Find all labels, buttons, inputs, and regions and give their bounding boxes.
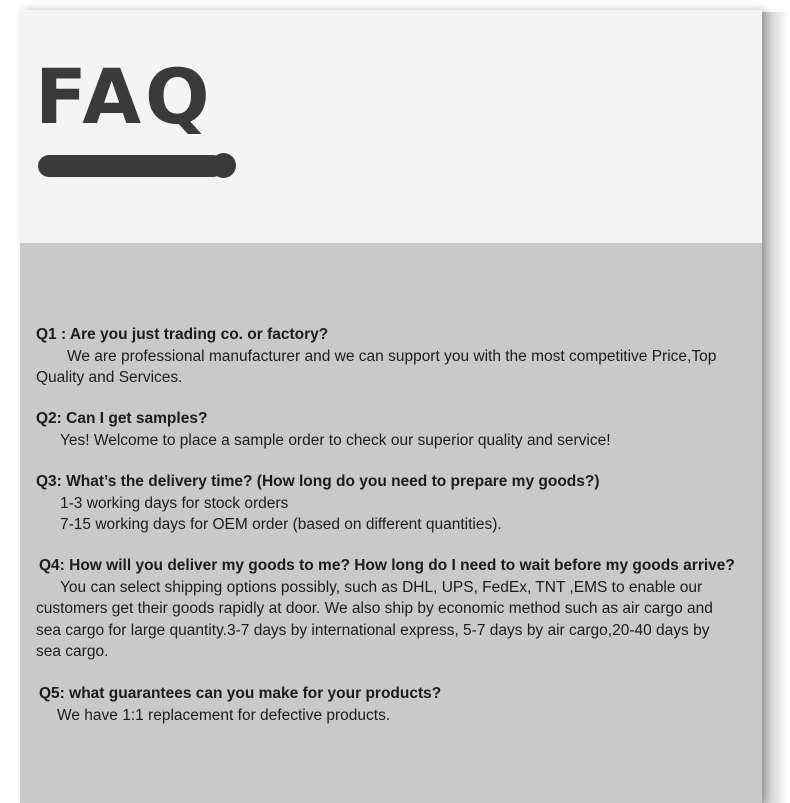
faq-item-2 [36, 408, 611, 451]
faq-answer-line: Yes! Welcome to place a sample order to check our superior quality and service! [60, 431, 611, 449]
faq-answer-line: sea cargo for large quantity.3-7 days by international express, 5-7 days by air cargo,20-40 days by [36, 621, 710, 639]
faq-card [20, 10, 762, 803]
faq-answer-line: 7-15 working days for OEM order (based on different quantities). [60, 516, 502, 533]
faq-question: Q2: Can I get samples? [36, 410, 208, 427]
title-underline-dot [211, 153, 236, 178]
faq-item-3 [36, 471, 600, 536]
faq-item-1 [36, 324, 716, 389]
faq-answer-line: We have 1:1 replacement for defective products. [57, 706, 391, 724]
header-panel [20, 10, 762, 243]
faq-answer-line: customers get their goods rapidly at door. We also ship by economic method such as air cargo and [36, 600, 713, 617]
faq-answer-line: sea cargo. [36, 643, 109, 660]
faq-question: Q1 : Are you just trading co. or factory? [36, 326, 329, 343]
faq-content-panel [20, 243, 762, 803]
faq-answer-line: We are professional manufacturer and we can support you with the most competitive Price,Top [67, 347, 717, 365]
faq-question: Q5: what guarantees can you make for your products? [39, 685, 442, 702]
faq-answer-line: Quality and Services. [36, 369, 183, 386]
title-underline-bar [38, 155, 224, 177]
faq-answer-line: 1-3 working days for stock orders [60, 494, 289, 512]
faq-answer-line: You can select shipping options possibly, such as DHL, UPS, FedEx, TNT ,EMS to enable our [60, 578, 703, 596]
faq-question: Q3: What’s the delivery time? (How long do you need to prepare my goods?) [36, 473, 600, 490]
faq-item-4 [36, 555, 735, 663]
faq-question: Q4: How will you deliver my goods to me? How long do I need to wait before my goods arrive? [39, 557, 735, 574]
page-title: FAQ [35, 52, 214, 141]
faq-item-5 [36, 683, 441, 726]
